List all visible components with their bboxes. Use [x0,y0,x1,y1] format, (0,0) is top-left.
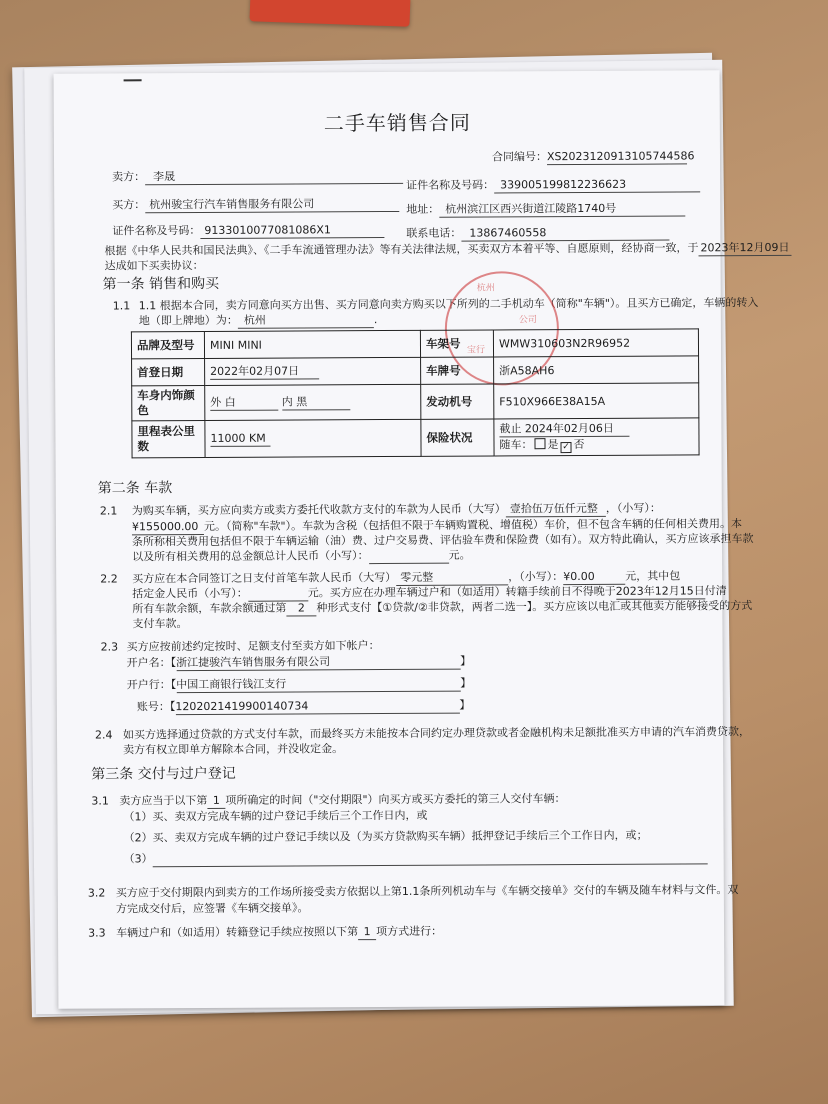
s3-3-line [116,924,442,942]
seller-id-label: 证件名称及号码： [406,178,495,192]
insurance-follow-row [499,436,693,453]
plate-label: 车牌号 [421,357,494,384]
s1-1-place-label: 地（即上牌地）为： [138,313,238,328]
s2-1-text-a: 为购买车辆，买方应向卖方或卖方委托代收款方支付的车款为人民币（大写） [131,502,506,518]
buyer-row [112,196,399,214]
s2-1-text-b: ，（小写）： [605,501,661,515]
account-name-value: 浙江捷骏汽车销售服务有限公司 [176,654,460,671]
mileage-cell [205,419,421,457]
seller-label: 卖方： [112,170,146,184]
account-bank-value: 中国工商银行钱江支行 [176,676,460,693]
s2-3-no: 2.3 [100,640,119,654]
s1-1-place-row: 地（即上牌地）为： 杭州 . [138,313,378,328]
section-1-title: 第一条 销售和购买 [102,275,220,293]
account-name-row [127,654,472,672]
table-row [132,418,699,458]
account-bank-row [127,676,472,694]
s2-2-text-i: 支付车款。 [132,617,188,631]
first-reg-label: 首登日期 [132,358,205,385]
bracket-close: 】 [459,698,471,712]
table-row [131,329,698,359]
s2-2-amount-cn: 零元整 [396,569,508,586]
intro-end: 达成如下买卖协议： [104,258,204,273]
phone-value: 13867460558 [461,225,669,242]
table-row [132,356,699,386]
s2-2-text-c: 元，其中包 [625,569,681,583]
insurance-cell [494,418,699,456]
s3-2-no: 3.2 [87,886,106,900]
s3-1-text-b: 项所确定的时间（"交付期限"）向买方或买方委托的第三人交付车辆： [225,792,566,807]
s3-1-text-a: 卖方应当于以下第 [119,793,208,808]
s3-3-text-b: 项方式进行： [376,924,443,939]
vehicle-table [131,328,700,458]
s2-4-text-a: 如买方选择通过贷款的方式支付车款，而最终买方未能按本合同约定办理贷款或者金融机构未足额批准买方申请的汽车消费贷款， [122,725,751,742]
address-row [406,200,685,217]
s2-4-no: 2.4 [94,728,113,742]
s1-1-text: 1.1 根据本合同，卖方同意向买方出售、买方同意向卖方购买以下所列的二手机动车（简称"车辆"）。且买方已确定，车辆的转入 [138,296,759,313]
s2-2-line3 [132,598,752,617]
color-label: 车身内饰颜色 [132,385,205,420]
buyer-value: 杭州骏宝行汽车销售服务有限公司 [145,196,399,213]
seller-id-row [406,176,700,194]
account-bank-label: 开户行：【 [126,678,177,692]
intro-text: 根据《中华人民共和国民法典》、《二手车流通管理办法》等有关法律法规，买卖双方本着平等、自愿原则，经协商一致，于 [104,241,699,258]
first-reg-cell [205,357,421,385]
s2-1-line5 [132,548,471,566]
vin-label: 车架号 [420,330,493,357]
s2-2-option: 2 [286,600,316,616]
contract-no-value: XS2023120913105744586 [546,149,695,164]
s2-2-text-h: 种形式支付【①贷款/②非贷款，两者二选一】。买方应该以电汇或其他卖方能够接受的方式 [316,599,753,615]
plate-value: 浙A58AH6 [494,356,699,384]
s2-2-text-d: 括定金人民币（小写）： [132,586,248,601]
s2-1-amount-cn: 壹拾伍万伍仟元整 [506,501,606,518]
bracket-close: 】 [460,676,472,690]
yes-label: 是 [547,438,559,452]
yes-checkbox[interactable] [534,438,545,449]
s3-1-line1 [119,791,565,809]
s3-2-text-b: 方完成交付后，应签署《车辆交接单》。 [115,901,309,916]
s3-1-option: 1 [207,793,225,809]
s3-3-text-a: 车辆过户和（如适用）转籍登记手续应按照以下第 [116,925,359,940]
s2-1-no: 2.1 [99,504,118,518]
insurance-until: 截止 2024年02月06日 [499,421,629,438]
s2-2-text-b: ，（小写）： [508,570,564,584]
mileage-label: 里程表公里数 [132,420,205,457]
account-no-label: 账号：【 [136,700,176,714]
s1-1-place-value: 杭州 [238,312,374,329]
s1-1-no: 1.1 [112,299,131,313]
s2-2-text-f: 付清 [704,584,727,598]
insurance-follow-label: 随车： [499,438,533,452]
account-name-label: 开户名：【 [126,656,177,670]
int-color-value: 内 黑 [282,394,350,410]
seller-row [112,168,403,186]
address-value: 杭州滨江区西兴街道江陵路1740号 [439,200,685,217]
bracket-close: 】 [460,654,472,668]
no-checkbox-checked[interactable]: ✓ [562,442,570,453]
s3-3-no: 3.3 [88,926,106,940]
seller-id-value: 339005199812236623 [494,176,700,193]
s2-2-text-g: 所有车款余额，车款余额通过第 [132,601,287,616]
brand-label: 品牌及型号 [131,331,204,358]
buyer-id-row [112,222,384,239]
s2-2-date: 2023年12月15日 [615,584,705,598]
s2-4-text-b: 卖方有权立即单方解除本合同，并没收定金。 [123,742,344,757]
phone-label: 联系电话： [406,226,462,240]
buyer-id-label: 证件名称及号码： [112,223,201,238]
first-reg-value: 2022年02月07日 [210,363,319,380]
s2-1-text-d: 条所称相关费用包括但不限于车辆运输（油）费、过户交易费、评估验车费和保险费（如有）。双方特此确认，买方应该承担车款 [131,532,754,549]
account-no-row [137,698,471,716]
buyer-id-value: 913301007708108​6X1 [200,222,384,239]
s2-1-text-e: 以及所有相关费用的总金额总计人民币（小写）： [132,549,369,564]
contract-page [54,70,790,1008]
insurance-label: 保险状况 [421,419,494,456]
s2-2-amount: ¥0.00 [563,569,625,585]
red-object [250,0,411,27]
s2-2-text-e: 元。买方应在办理车辆过户和（如适用）转籍手续前日不得晚于 [307,584,616,600]
account-no-value: 1202021419900140734 [175,698,459,715]
vin-value: WMW310603N2R96952 [493,329,698,357]
s3-2-text-a: 买方应于交付期限内到卖方的工作场所接受卖方依据以上第1.1条所列机动车与《车辆交接单》交付的车辆及随车材料与文件。双 [115,883,739,900]
s2-1-text-c: 元。（简称"车款"）。车款为含税（包括但不限于车辆购置税、增值税）车价，但不包含车辆的任何相关费用。本 [203,517,743,533]
s2-1-text-f: 元。 [448,548,471,562]
engine-value: F510X966E38A15A [494,383,699,419]
address-label: 地址： [406,202,440,216]
no-label: 否 [573,437,585,452]
contract-no-label: 合同编号： [491,150,548,164]
s2-2-no: 2.2 [100,572,118,586]
buyer-label: 买方： [112,198,146,212]
s2-1-amount: ¥155000.00 [132,519,204,535]
intro [104,240,791,260]
contract-no [491,148,695,165]
ext-color-value: 外 白 [210,395,278,411]
intro-date: 2023年12月09日 [698,240,791,256]
table-row [132,383,699,421]
pen-mark [124,79,142,81]
mileage-value: 11000 KM [210,431,270,447]
engine-label: 发动机号 [421,384,494,419]
section-3-title: 第三条 交付与过户登记 [91,765,236,783]
phone-row [406,225,669,242]
s3-1-no: 3.1 [91,794,109,808]
s3-1-item-1: （1）买、卖双方完成车辆的过户登记手续后三个工作日内，或 [123,808,428,824]
section-2-title: 第二条 车款 [97,480,173,497]
color-cell [205,384,421,420]
s3-1-item-2: （2）买、卖双方完成车辆的过户登记手续以及（为买方贷款购买车辆）抵押登记手续后三个工作日内，或； [123,828,648,845]
s2-3-text-a: 买方应按前述约定按时、足额支付至卖方如下帐户： [126,639,380,654]
page-title: 二手车销售合同 [323,110,471,136]
seller-value: 李晟 [145,168,403,185]
s2-2-text-a: 买方应在本合同签订之日支付首笔车款人民币（大写） [132,570,397,586]
s3-1-item-3-row [124,848,708,867]
brand-value: MINI MINI [204,330,420,358]
s3-1-item-3: （3） [123,852,153,866]
company-seal: 杭州 公司 宝行 [445,271,560,386]
s3-3-option: 1 [358,924,376,940]
